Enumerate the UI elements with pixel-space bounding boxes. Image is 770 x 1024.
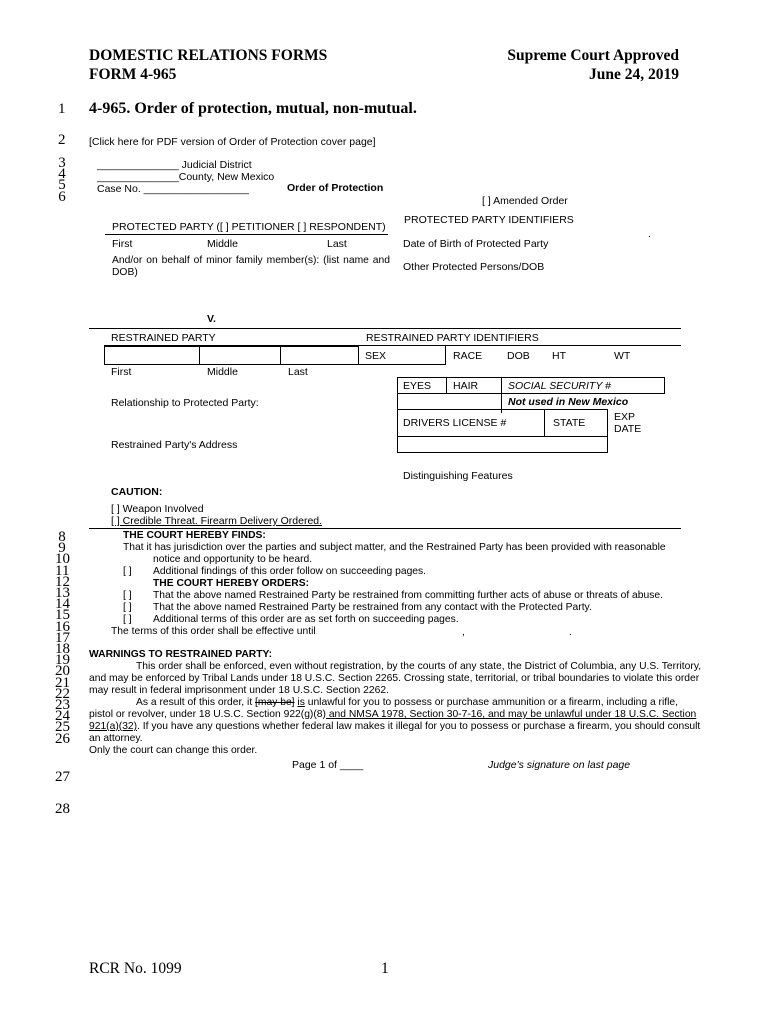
sex-race-divider [445,346,446,365]
judicial-district: ______________ Judicial District [97,159,252,171]
warning-2-line-1: As a result of this order, it [may be] is unlawful for you to possess or purchase ammunition or a firearm, including a rifle, [136,697,679,708]
warning-2-line-3: 921(a)(32). If you have any questions whether federal law makes it illegal for you to possess or purchase a firearm, you should consult [89,721,701,732]
approval-label: Supreme Court Approved [507,47,679,64]
inserted-text: is [297,697,305,708]
county: ______________County, New Mexico [97,171,275,183]
race-label: RACE [453,350,483,362]
line-number-2: 2 [58,132,66,148]
dl-row-top [397,409,608,410]
versus-rule [89,328,681,329]
amended-order: [ ] Amended Order [482,195,568,207]
order-1-checkbox[interactable]: [ ] [123,590,132,601]
sex-underline [358,364,445,365]
warning-1-line-1: This order shall be enforced, even without registration, by the courts of any state, the District of Columbia, any U.S. Territory, [136,661,702,672]
exp-label: EXP [614,411,636,423]
warnings-heading: WARNINGS TO RESTRAINED PARTY: [89,649,273,660]
order-1: That the above named Restrained Party be restrained from committing further acts of abuse or threats of abuse. [153,590,663,601]
restrained-middle-label: Middle [207,366,238,378]
page-number: 1 [381,960,389,977]
restrained-party-heading: RESTRAINED PARTY [111,332,216,344]
form-number: FORM 4-965 [89,66,177,83]
approval-date: June 24, 2019 [589,66,679,83]
page-of: Page 1 of ____ [292,759,364,771]
hair-ssn-divider [501,377,502,413]
restrained-first-label: First [111,366,132,378]
eyes-row-bottom [397,393,665,394]
warning-1-line-3: may result in federal imprisonment under 18 U.S.C. Section 2262. [89,685,389,696]
state-label: STATE [553,417,586,429]
jurisdiction-line-1: That it has jurisdiction over the parties and subject matter, and the Restrained Party has been provided with reasonable [123,542,666,553]
state-exp-divider [607,409,608,453]
height-label: HT [552,350,566,362]
protected-last-label: Last [327,238,347,250]
dl-row-bottom [397,436,608,437]
credible-threat: [ ] Credible Threat. Firearm Delivery Ordered. [111,515,323,527]
caution-label: CAUTION: [111,486,163,498]
dob-label: DOB [507,350,530,362]
eyes-hair-divider [446,377,447,393]
line-numbers-8-26: 8 9 10 11 12 13 14 15 16 17 18 19 20 21 22 23 24 25 26 [55,529,70,747]
protected-middle-label: Middle [207,238,238,250]
dl-state-divider [544,409,545,437]
struck-text: [may be] [255,697,295,708]
effective-until: The terms of this order shall be effective until [111,626,316,637]
effective-dot: . [569,627,572,638]
restrained-first-box[interactable] [104,346,200,365]
restrained-middle-box[interactable] [199,346,281,365]
sex-label: SEX [365,350,387,362]
drivers-license-label: DRIVERS LICENSE # [403,417,507,429]
line-number-28: 28 [55,801,70,817]
other-protected-label: Other Protected Persons/DOB [403,261,545,273]
orders-heading: THE COURT HEREBY ORDERS: [153,578,309,589]
versus: V. [207,313,216,325]
weight-label: WT [614,350,631,362]
identifiers-left-border [397,377,398,453]
additional-findings: Additional findings of this order follow on succeeding pages. [153,566,427,577]
warning-1-line-2: and may be enforced by Tribal Lands under 18 U.S.C. Section 2265. Crossing state, territorial, or tribal boundaries to violate this order [89,673,700,684]
order-3: Additional terms of this order are as set forth on succeeding pages. [153,614,459,625]
hair-label: HAIR [453,380,479,392]
line-numbers-3-6: 3 4 5 6 [58,155,66,205]
features-label: Distinguishing Features [403,470,513,482]
ssn-right-border [664,377,665,393]
case-number: Case No. __________________ [97,183,249,195]
rcr-number: RCR No. 1099 [89,960,182,977]
restrained-last-box[interactable] [280,346,359,365]
ssn-label: SOCIAL SECURITY # [508,380,611,392]
findings-heading: THE COURT HEREBY FINDS: [123,530,266,541]
effective-comma: , [462,627,465,638]
address-label: Restrained Party's Address [111,439,238,451]
protected-party-heading: PROTECTED PARTY ([ ] PETITIONER [ ] RESPONDENT) [112,221,386,233]
caution-rule [89,528,681,529]
pdf-link[interactable]: [Click here for PDF version of Order of Protection cover page] [89,136,376,148]
relationship-label: Relationship to Protected Party: [111,397,259,409]
eyes-label: EYES [403,380,432,392]
warning-2-line-2: pistol or revolver, under 18 U.S.C. Section 922(g)(8) and NMSA 1978, Section 30-7-16, and may be unlawful under 18 U.S.C. Section [89,709,697,720]
order-2: That the above named Restrained Party be restrained from any contact with the Protected Party. [153,602,592,613]
judge-signature-note: Judge's signature on last page [488,759,631,771]
eyes-row-top [397,377,665,378]
jurisdiction-line-2: notice and opportunity to be heard. [153,554,313,565]
forms-title: DOMESTIC RELATIONS FORMS [89,47,328,64]
only-court-notice: Only the court can change this order. [89,745,258,756]
protected-identifiers-heading: PROTECTED PARTY IDENTIFIERS [404,214,574,226]
order-3-checkbox[interactable]: [ ] [123,614,132,625]
protected-first-label: First [112,238,133,250]
identifiers-bottom [397,452,608,453]
period-mark: . [648,228,651,240]
not-used-note: Not used in New Mexico [508,396,629,408]
line-number-27: 27 [55,769,70,785]
protected-dob-label: Date of Birth of Protected Party [403,238,549,250]
restrained-identifiers-heading: RESTRAINED PARTY IDENTIFIERS [366,332,539,344]
line-number-1: 1 [58,101,66,117]
order-2-checkbox[interactable]: [ ] [123,602,132,613]
findings-checkbox[interactable]: [ ] [123,566,132,577]
restrained-last-label: Last [288,366,308,378]
minor-family-label: And/or on behalf of minor family member(s): (list name and DOB) [112,255,390,278]
protected-heading-rule [105,234,388,235]
order-title: Order of Protection [287,182,384,194]
weapon-involved: [ ] Weapon Involved [111,503,204,515]
warning-2-line-4: an attorney. [89,733,143,744]
exp-date-label: DATE [614,423,642,435]
page-title: 4-965. Order of protection, mutual, non-mutual. [89,100,417,117]
